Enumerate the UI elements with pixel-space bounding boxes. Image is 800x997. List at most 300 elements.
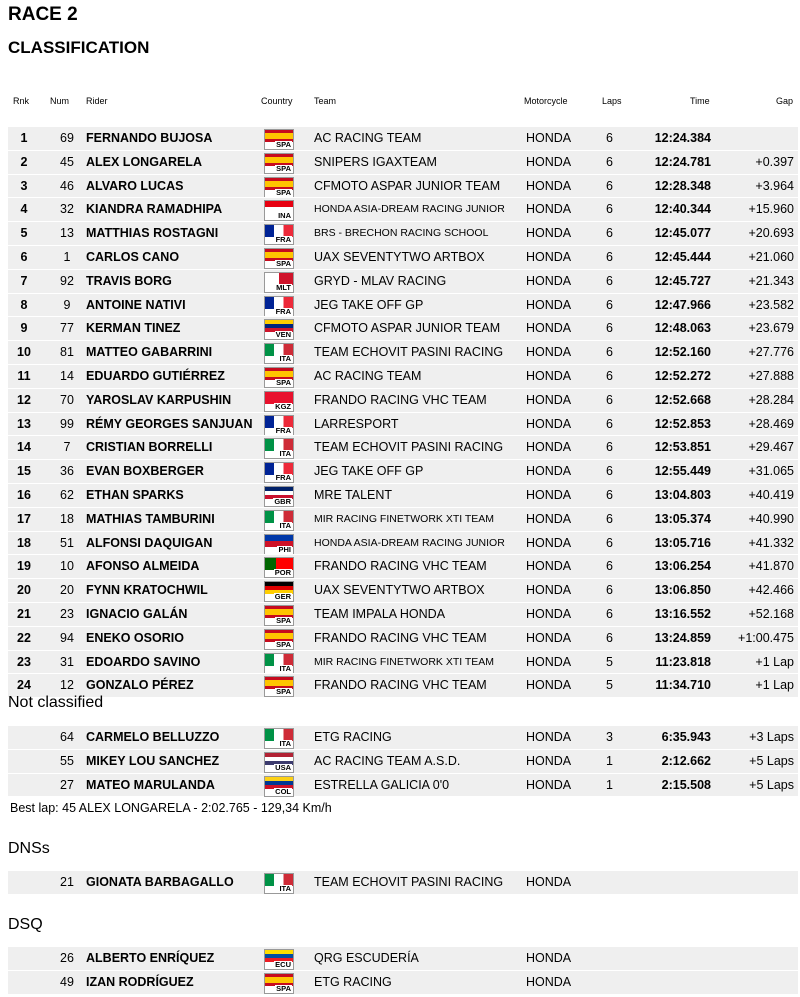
classified-table	[8, 127, 798, 697]
number-cell: 18	[60, 511, 74, 526]
country-code: GER	[274, 592, 291, 602]
table-row	[8, 459, 798, 483]
table-row	[8, 412, 798, 436]
header-country: Country	[261, 96, 293, 106]
rank-cell: 8	[20, 297, 28, 312]
time-cell: 12:52.272	[654, 368, 711, 383]
team-cell: HONDA ASIA-DREAM RACING JUNIOR	[314, 203, 505, 216]
time-cell: 12:45.077	[654, 226, 711, 241]
number-cell: 7	[63, 440, 71, 455]
rider-cell: ALBERTO ENRÍQUEZ	[86, 951, 215, 965]
country-code: SPA	[276, 377, 291, 387]
number-cell: 10	[60, 559, 74, 574]
rider-cell: CRISTIAN BORRELLI	[86, 440, 213, 455]
header-team: Team	[314, 96, 337, 106]
country-flag-icon	[264, 296, 294, 317]
country-code: SPA	[276, 983, 291, 993]
country-flag-icon	[264, 728, 294, 749]
motorcycle-cell: HONDA	[526, 753, 572, 768]
time-cell: 12:47.966	[654, 297, 711, 312]
laps-cell: 1	[606, 777, 613, 792]
country-flag-icon	[264, 177, 294, 198]
rank-cell: 7	[20, 273, 28, 288]
laps-cell: 6	[606, 345, 613, 360]
header-laps: Laps	[602, 96, 622, 106]
header-motorcycle: Motorcycle	[524, 96, 568, 106]
country-code: ITA	[279, 520, 291, 530]
laps-cell: 6	[606, 559, 613, 574]
number-cell: 99	[60, 416, 74, 431]
number-cell: 69	[60, 131, 74, 145]
gap-cell: +41.332	[748, 535, 794, 550]
motorcycle-cell: HONDA	[526, 416, 572, 431]
gap-cell: +21.060	[748, 249, 794, 264]
table-row	[8, 221, 798, 245]
time-cell: 12:52.668	[654, 392, 711, 407]
laps-cell: 6	[606, 416, 613, 431]
gap-cell: +28.284	[748, 392, 794, 407]
team-cell: CFMOTO ASPAR JUNIOR TEAM	[314, 321, 501, 336]
number-cell: 94	[60, 630, 74, 645]
rank-cell: 15	[17, 464, 31, 479]
motorcycle-cell: HONDA	[526, 583, 572, 598]
gap-cell: +52.168	[748, 606, 794, 621]
not-classified-heading: Not classified	[8, 694, 104, 711]
motorcycle-cell: HONDA	[526, 273, 572, 288]
table-row	[8, 602, 798, 626]
laps-cell: 6	[606, 131, 613, 145]
country-code: SPA	[276, 187, 291, 197]
gap-cell: +28.469	[748, 416, 794, 431]
team-cell: ESTRELLA GALICIA 0'0	[314, 777, 450, 792]
gap-cell: +23.679	[748, 321, 794, 336]
team-cell: FRANDO RACING VHC TEAM	[314, 559, 487, 574]
table-row	[8, 435, 798, 459]
country-flag-icon	[264, 873, 294, 894]
motorcycle-cell: HONDA	[526, 392, 572, 407]
country-code: COL	[275, 786, 291, 796]
country-flag-icon	[264, 438, 294, 459]
laps-cell: 3	[606, 730, 613, 744]
laps-cell: 6	[606, 440, 613, 455]
table-row	[8, 626, 798, 650]
rider-cell: ETHAN SPARKS	[86, 487, 184, 502]
number-cell: 26	[60, 951, 74, 965]
rider-cell: EDUARDO GUTIÉRREZ	[86, 368, 225, 383]
country-code: FRA	[275, 425, 291, 435]
table-row	[8, 947, 798, 970]
number-cell: 1	[63, 249, 71, 264]
rank-cell: 22	[17, 630, 31, 645]
gap-cell: +27.776	[748, 345, 794, 360]
team-cell: FRANDO RACING VHC TEAM	[314, 630, 487, 645]
country-code: ITA	[279, 884, 291, 893]
table-row	[8, 673, 798, 697]
rider-cell: MATHIAS TAMBURINI	[86, 511, 215, 526]
laps-cell: 5	[606, 654, 613, 669]
time-cell: 12:52.160	[654, 345, 711, 360]
rider-cell: EVAN BOXBERGER	[86, 464, 204, 479]
team-cell: HONDA ASIA-DREAM RACING JUNIOR	[314, 536, 505, 549]
header-num: Num	[50, 96, 70, 106]
rank-cell: 16	[17, 487, 31, 502]
time-cell: 12:48.063	[654, 321, 711, 336]
motorcycle-cell: HONDA	[526, 654, 572, 669]
time-cell: 12:45.727	[654, 273, 711, 288]
dns-table	[8, 871, 798, 894]
rider-cell: CARMELO BELLUZZO	[86, 730, 220, 744]
rider-cell: FYNN KRATOCHWIL	[86, 583, 208, 598]
rider-cell: GIONATA BARBAGALLO	[86, 875, 234, 889]
gap-cell: +5 Laps	[749, 753, 794, 768]
country-flag-icon	[264, 319, 294, 340]
number-cell: 31	[60, 654, 74, 669]
table-row	[8, 650, 798, 674]
table-row	[8, 749, 798, 773]
motorcycle-cell: HONDA	[526, 368, 572, 383]
team-cell: TEAM ECHOVIT PASINI RACING	[314, 345, 504, 360]
team-cell: TEAM ECHOVIT PASINI RACING	[314, 875, 504, 889]
header-rnk: Rnk	[13, 96, 30, 106]
laps-cell: 6	[606, 606, 613, 621]
team-cell: UAX SEVENTYTWO ARTBOX	[314, 249, 485, 264]
rank-cell: 12	[17, 392, 31, 407]
gap-cell: +21.343	[748, 273, 794, 288]
rider-cell: KIANDRA RAMADHIPA	[86, 202, 223, 217]
rider-cell: ALEX LONGARELA	[86, 154, 202, 169]
table-row	[8, 316, 798, 340]
table-row	[8, 174, 798, 198]
gap-cell: +27.888	[748, 368, 794, 383]
gap-cell: +40.419	[748, 487, 794, 502]
gap-cell: +1:00.475	[738, 630, 794, 645]
time-cell: 12:53.851	[654, 440, 711, 455]
team-cell: SNIPERS IGAXTEAM	[314, 154, 437, 169]
dns-heading: DNSs	[8, 840, 50, 857]
country-code: VEN	[275, 330, 291, 340]
rider-cell: IZAN RODRÍGUEZ	[86, 974, 194, 989]
country-code: FRA	[275, 473, 291, 483]
time-cell: 6:35.943	[661, 730, 711, 744]
country-code: ITA	[279, 449, 291, 459]
gap-cell: +20.693	[748, 226, 794, 241]
time-cell: 13:04.803	[654, 487, 711, 502]
team-cell: LARRESPORT	[314, 416, 399, 431]
motorcycle-cell: HONDA	[526, 297, 572, 312]
table-row	[8, 871, 798, 894]
number-cell: 21	[60, 875, 74, 889]
motorcycle-cell: HONDA	[526, 678, 572, 693]
country-flag-icon	[264, 129, 294, 150]
motorcycle-cell: HONDA	[526, 440, 572, 455]
team-cell: AC RACING TEAM	[314, 131, 422, 145]
team-cell: BRS - BRECHON RACING SCHOOL	[314, 227, 489, 240]
country-code: SPA	[276, 639, 291, 649]
country-code: SPA	[276, 140, 291, 149]
time-cell: 13:16.552	[654, 606, 711, 621]
laps-cell: 6	[606, 226, 613, 241]
time-cell: 2:15.508	[661, 777, 711, 792]
time-cell: 12:40.344	[654, 202, 711, 217]
number-cell: 77	[60, 321, 74, 336]
number-cell: 13	[60, 226, 74, 241]
rank-cell: 24	[17, 678, 31, 693]
country-flag-icon	[264, 776, 294, 797]
country-flag-icon	[264, 653, 294, 674]
team-cell: GRYD - MLAV RACING	[314, 273, 447, 288]
table-row	[8, 483, 798, 507]
table-row	[8, 269, 798, 293]
country-flag-icon	[264, 629, 294, 650]
motorcycle-cell: HONDA	[526, 345, 572, 360]
country-code: INA	[278, 211, 291, 221]
rider-cell: MATTHIAS ROSTAGNI	[86, 226, 219, 241]
gap-cell: +1 Lap	[755, 654, 794, 669]
laps-cell: 6	[606, 321, 613, 336]
number-cell: 55	[60, 753, 74, 768]
rank-cell: 4	[20, 202, 28, 217]
time-cell: 13:05.716	[654, 535, 711, 550]
motorcycle-cell: HONDA	[526, 974, 572, 989]
rank-cell: 13	[17, 416, 31, 431]
motorcycle-cell: HONDA	[526, 511, 572, 526]
table-row	[8, 970, 798, 994]
number-cell: 64	[60, 730, 74, 744]
number-cell: 12	[60, 678, 74, 693]
country-flag-icon	[264, 367, 294, 388]
number-cell: 70	[60, 392, 74, 407]
motorcycle-cell: HONDA	[526, 154, 572, 169]
country-code: SPA	[276, 615, 291, 625]
rank-cell: 18	[17, 535, 31, 550]
motorcycle-cell: HONDA	[526, 951, 572, 965]
number-cell: 49	[60, 974, 74, 989]
table-header	[0, 96, 800, 110]
country-code: ECU	[275, 960, 291, 969]
gap-cell: +40.990	[748, 511, 794, 526]
dsq-table	[8, 947, 798, 994]
rider-cell: FERNANDO BUJOSA	[86, 131, 213, 145]
team-cell: ETG RACING	[314, 974, 392, 989]
team-cell: UAX SEVENTYTWO ARTBOX	[314, 583, 485, 598]
table-row	[8, 150, 798, 174]
rider-cell: MIKEY LOU SANCHEZ	[86, 753, 220, 768]
country-code: FRA	[275, 306, 291, 316]
motorcycle-cell: HONDA	[526, 487, 572, 502]
rider-cell: AFONSO ALMEIDA	[86, 559, 200, 574]
time-cell: 12:45.444	[654, 249, 711, 264]
country-flag-icon	[264, 486, 294, 507]
gap-cell: +15.960	[748, 202, 794, 217]
number-cell: 20	[60, 583, 74, 598]
rank-cell: 6	[20, 249, 28, 264]
time-cell: 12:24.781	[654, 154, 711, 169]
laps-cell: 6	[606, 154, 613, 169]
rider-cell: MATEO MARULANDA	[86, 777, 215, 792]
team-cell: FRANDO RACING VHC TEAM	[314, 392, 487, 407]
time-cell: 11:23.818	[655, 654, 711, 669]
rider-cell: IGNACIO GALÁN	[86, 606, 188, 621]
table-row	[8, 726, 798, 749]
gap-cell: +29.467	[748, 440, 794, 455]
rider-cell: RÉMY GEORGES SANJUAN	[86, 416, 253, 431]
laps-cell: 6	[606, 202, 613, 217]
rank-cell: 5	[20, 226, 28, 241]
laps-cell: 6	[606, 464, 613, 479]
table-row	[8, 127, 798, 150]
laps-cell: 6	[606, 249, 613, 264]
team-cell: FRANDO RACING VHC TEAM	[314, 678, 487, 693]
table-row	[8, 245, 798, 269]
country-code: ITA	[279, 739, 291, 748]
gap-cell: +0.397	[755, 154, 794, 169]
country-flag-icon	[264, 534, 294, 555]
laps-cell: 5	[606, 678, 613, 693]
table-row	[8, 773, 798, 797]
motorcycle-cell: HONDA	[526, 535, 572, 550]
best-lap-text: Best lap: 45 ALEX LONGARELA - 2:02.765 - 129,34 Km/h	[10, 801, 332, 815]
laps-cell: 6	[606, 511, 613, 526]
time-cell: 13:06.254	[654, 559, 711, 574]
rider-cell: ALVARO LUCAS	[86, 178, 184, 193]
laps-cell: 6	[606, 583, 613, 598]
country-flag-icon	[264, 752, 294, 773]
not-classified-table	[8, 726, 798, 796]
team-cell: ETG RACING	[314, 730, 392, 744]
rider-cell: YAROSLAV KARPUSHIN	[86, 392, 232, 407]
country-flag-icon	[264, 676, 294, 697]
header-gap: Gap	[776, 96, 794, 106]
page-subtitle: CLASSIFICATION	[8, 38, 150, 57]
country-flag-icon	[264, 391, 294, 412]
country-flag-icon	[264, 973, 294, 994]
rank-cell: 11	[17, 368, 31, 383]
motorcycle-cell: HONDA	[526, 202, 572, 217]
country-flag-icon	[264, 949, 294, 970]
country-flag-icon	[264, 224, 294, 245]
rider-cell: CARLOS CANO	[86, 249, 180, 264]
country-code: ITA	[279, 663, 291, 673]
laps-cell: 6	[606, 392, 613, 407]
motorcycle-cell: HONDA	[526, 226, 572, 241]
number-cell: 92	[60, 273, 74, 288]
laps-cell: 6	[606, 630, 613, 645]
motorcycle-cell: HONDA	[526, 131, 572, 145]
time-cell: 11:34.710	[655, 678, 711, 693]
gap-cell: +31.065	[748, 464, 794, 479]
country-flag-icon	[264, 200, 294, 221]
number-cell: 23	[60, 606, 74, 621]
rank-cell: 14	[17, 440, 31, 455]
country-flag-icon	[264, 510, 294, 531]
team-cell: MIR RACING FINETWORK XTI TEAM	[314, 512, 495, 525]
header-time: Time	[690, 96, 710, 106]
table-row	[8, 554, 798, 578]
table-row	[8, 531, 798, 555]
number-cell: 45	[60, 154, 74, 169]
number-cell: 14	[60, 368, 74, 383]
motorcycle-cell: HONDA	[526, 249, 572, 264]
table-row	[8, 364, 798, 388]
number-cell: 81	[60, 345, 74, 360]
rider-cell: KERMAN TINEZ	[86, 321, 181, 336]
country-code: MLT	[276, 282, 291, 292]
rank-cell: 17	[17, 511, 31, 526]
country-flag-icon	[264, 343, 294, 364]
team-cell: QRG ESCUDERÍA	[314, 951, 419, 965]
country-flag-icon	[264, 248, 294, 269]
time-cell: 12:52.853	[654, 416, 711, 431]
rank-cell: 3	[20, 178, 28, 193]
rider-cell: MATTEO GABARRINI	[86, 345, 213, 360]
table-row	[8, 197, 798, 221]
rider-cell: TRAVIS BORG	[86, 273, 172, 288]
number-cell: 36	[60, 464, 74, 479]
time-cell: 12:28.348	[654, 178, 711, 193]
time-cell: 13:24.859	[654, 630, 711, 645]
country-code: KGZ	[275, 401, 291, 411]
motorcycle-cell: HONDA	[526, 464, 572, 479]
number-cell: 9	[63, 297, 71, 312]
team-cell: CFMOTO ASPAR JUNIOR TEAM	[314, 178, 501, 193]
header-rider: Rider	[86, 96, 108, 106]
rank-cell: 19	[17, 559, 31, 574]
time-cell: 13:05.374	[654, 511, 711, 526]
team-cell: TEAM IMPALA HONDA	[314, 606, 446, 621]
country-code: SPA	[276, 163, 291, 173]
country-flag-icon	[264, 153, 294, 174]
motorcycle-cell: HONDA	[526, 559, 572, 574]
page-title: RACE 2	[8, 4, 78, 25]
team-cell: JEG TAKE OFF GP	[314, 297, 424, 312]
team-cell: MIR RACING FINETWORK XTI TEAM	[314, 655, 495, 668]
table-row	[8, 507, 798, 531]
motorcycle-cell: HONDA	[526, 321, 572, 336]
time-cell: 12:55.449	[654, 464, 711, 479]
motorcycle-cell: HONDA	[526, 875, 572, 889]
table-row	[8, 293, 798, 317]
rank-cell: 9	[20, 321, 28, 336]
motorcycle-cell: HONDA	[526, 730, 572, 744]
laps-cell: 6	[606, 368, 613, 383]
country-code: USA	[275, 762, 291, 772]
rank-cell: 10	[17, 345, 31, 360]
gap-cell: +41.870	[748, 559, 794, 574]
dsq-heading: DSQ	[8, 916, 43, 933]
country-flag-icon	[264, 462, 294, 483]
number-cell: 62	[60, 487, 74, 502]
team-cell: TEAM ECHOVIT PASINI RACING	[314, 440, 504, 455]
country-code: PHI	[278, 544, 291, 554]
team-cell: AC RACING TEAM	[314, 368, 422, 383]
country-flag-icon	[264, 415, 294, 436]
number-cell: 51	[60, 535, 74, 550]
team-cell: AC RACING TEAM A.S.D.	[314, 753, 461, 768]
motorcycle-cell: HONDA	[526, 606, 572, 621]
team-cell: JEG TAKE OFF GP	[314, 464, 424, 479]
laps-cell: 6	[606, 487, 613, 502]
gap-cell: +3.964	[755, 178, 794, 193]
table-row	[8, 578, 798, 602]
time-cell: 13:06.850	[654, 583, 711, 598]
country-flag-icon	[264, 272, 294, 293]
number-cell: 32	[60, 202, 74, 217]
rider-cell: ENEKO OSORIO	[86, 630, 184, 645]
gap-cell: +1 Lap	[755, 678, 794, 693]
laps-cell: 6	[606, 273, 613, 288]
country-code: ITA	[279, 354, 291, 364]
country-code: POR	[274, 568, 291, 578]
